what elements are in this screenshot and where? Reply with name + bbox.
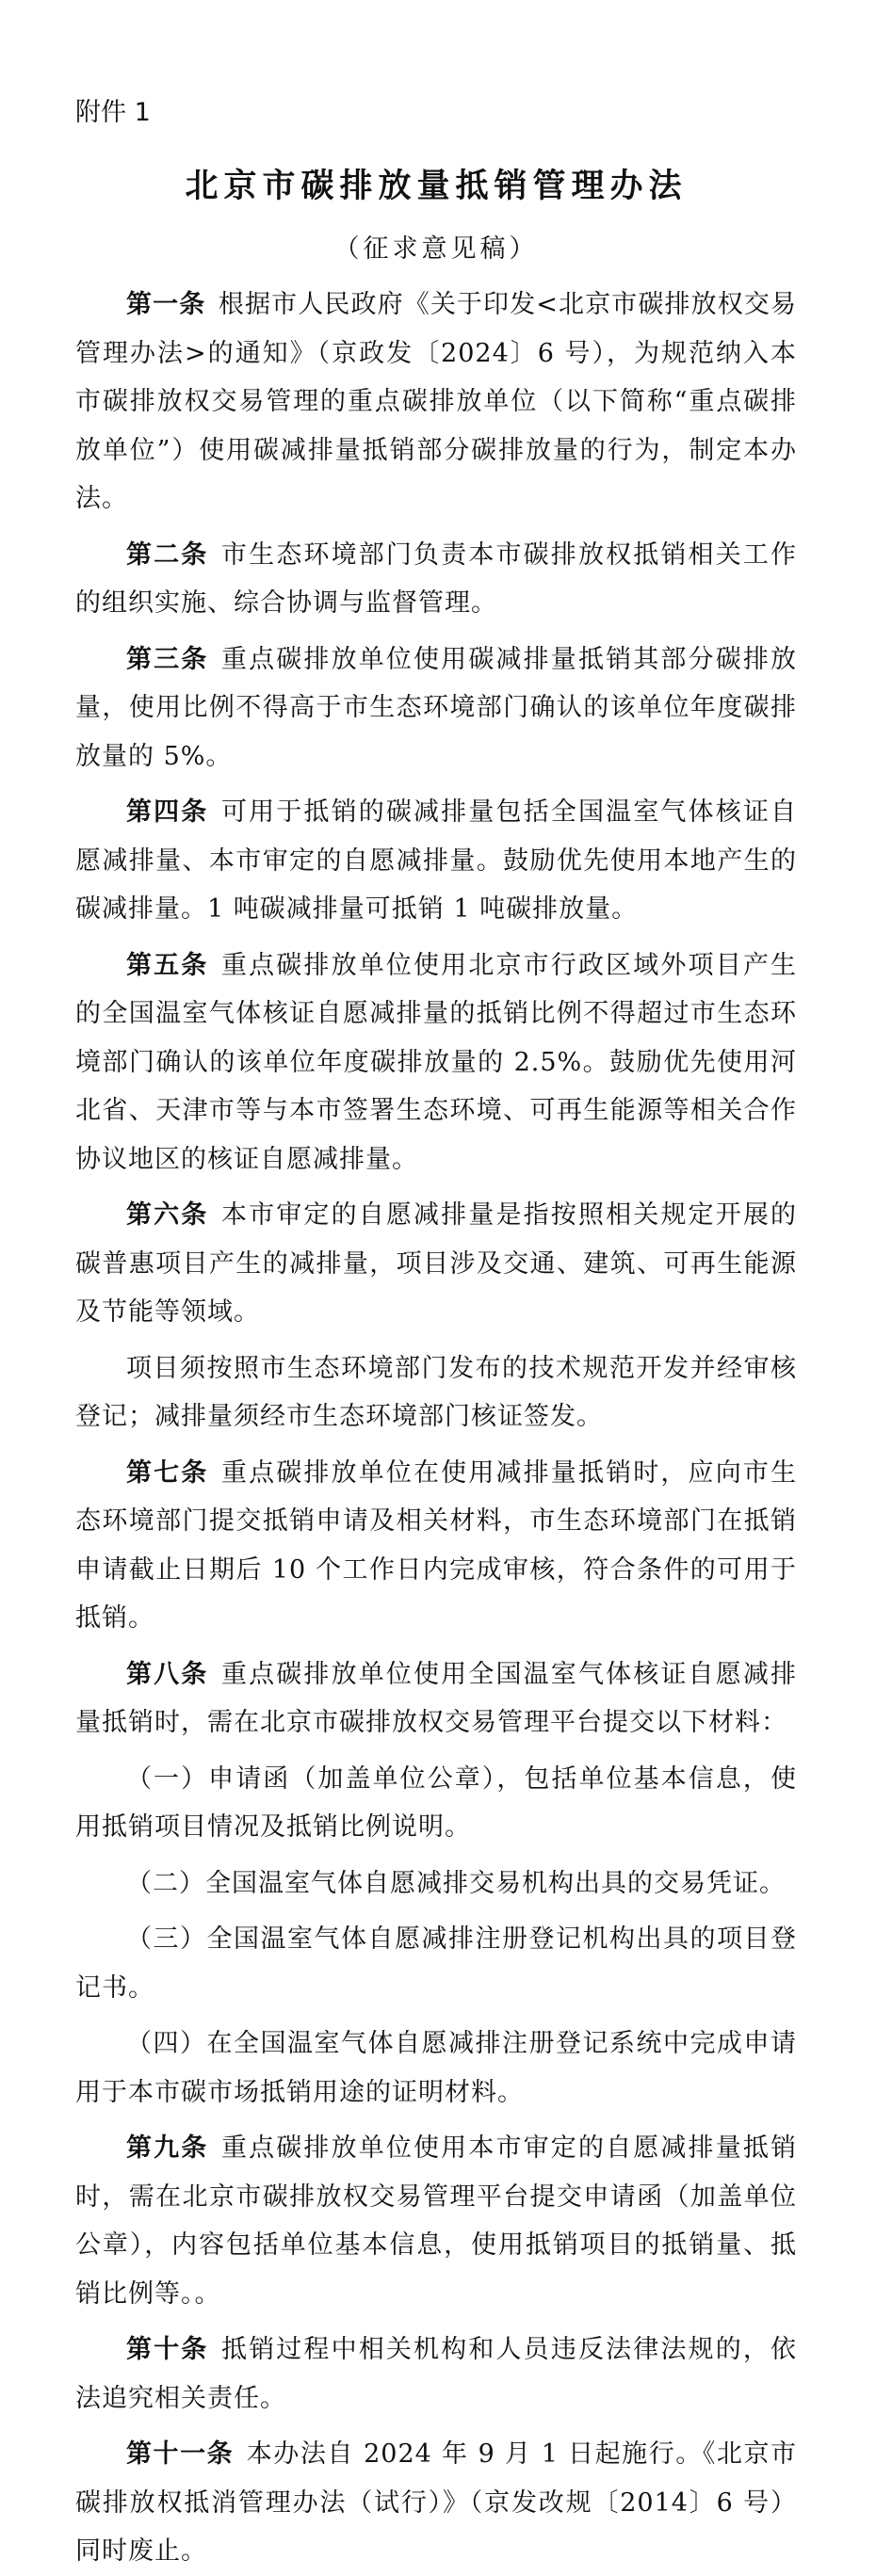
article-8 <box>75 1650 797 1747</box>
article-label: 第八条 <box>126 1659 209 1689</box>
article-label: 第十条 <box>126 2335 209 2364</box>
document-subtitle: （征求意见稿） <box>333 234 539 264</box>
document-title: 北京市碳排放量抵销管理办法 <box>185 168 688 205</box>
article-text: 重点碳排放单位使用北京市行政区域外项目产生的全国温室气体核证自愿减排量的抵销比例不得超过市生态环境部门确认的该单位年度碳排放量的 2.5%。鼓励优先使用河北省、天津市等与本市签署生态环境、可再生能源等相关合作协议地区的核证自愿减排量。 <box>75 950 798 1174</box>
article-text: 根据市人民政府《关于印发<北京市碳排放权交易管理办法>的通知》（京政发〔2024〕6 号），为规范纳入本市碳排放权交易管理的重点碳排放单位（以下简称“重点碳排放单位”）使用碳减排量抵销部分碳排放量的行为，制定本办法。 <box>75 290 797 513</box>
article-11 <box>75 2430 797 2576</box>
article-label: 第一条 <box>126 290 206 319</box>
article-9 <box>75 2124 797 2318</box>
article-text: 市生态环境部门负责本市碳排放权抵销相关工作的组织实施、综合协调与监督管理。 <box>75 539 798 618</box>
list-item: （二）全国温室气体自愿减排交易机构出具的交易凭证。 <box>126 1868 786 1898</box>
article-label: 第二条 <box>126 539 209 570</box>
article-6 <box>75 1191 797 1337</box>
article-label: 第九条 <box>126 2133 209 2163</box>
list-item: （一）申请函（加盖单位公章），包括单位基本信息，使用抵销项目情况及抵销比例说明。 <box>75 1763 797 1842</box>
article-label: 第十一条 <box>126 2439 235 2469</box>
article-2 <box>75 531 797 628</box>
article-text: 重点碳排放单位在使用减排量抵销时，应向市生态环境部门提交抵销申请及相关材料，市生态环境部门在抵销申请截止日期后 10 个工作日内完成审核，符合条件的可用于抵销。 <box>75 1457 798 1633</box>
article-6-continued <box>75 1344 797 1441</box>
article-label: 第四条 <box>126 797 209 827</box>
article-label: 第五条 <box>126 950 209 980</box>
article-10 <box>75 2326 797 2423</box>
article-text: 重点碳排放单位使用本市审定的自愿减排量抵销时，需在北京市碳排放权交易管理平台提交申请函（加盖单位公章），内容包括单位基本信息，使用抵销项目的抵销量、抵销比例等。。 <box>75 2133 798 2309</box>
list-item: （三）全国温室气体自愿减排注册登记机构出具的项目登记书。 <box>75 1924 797 2003</box>
article-text: 重点碳排放单位使用碳减排量抵销其部分碳排放量，使用比例不得高于市生态环境部门确认的该单位年度碳排放量的 5%。 <box>75 644 798 771</box>
article-label: 第三条 <box>126 644 209 674</box>
article-text: 抵销过程中相关机构和人员违反法律法规的，依法追究相关责任。 <box>75 2335 798 2413</box>
article-text: 本市审定的自愿减排量是指按照相关规定开展的碳普惠项目产生的减排量，项目涉及交通、建筑、可再生能源及节能等领域。 <box>75 1200 798 1327</box>
article-text: 可用于抵销的碳减排量包括全国温室气体核证自愿减排量、本市审定的自愿减排量。鼓励优先使用本地产生的碳减排量。1 吨碳减排量可抵销 1 吨碳排放量。 <box>75 797 798 924</box>
article-4 <box>75 788 797 934</box>
article-text: 本办法自 2024 年 9 月 1 日起施行。《北京市碳排放权抵消管理办法（试行）》（京发改规〔2014〕6 号）同时废止。 <box>75 2439 797 2566</box>
attachment-label: 附件 1 <box>75 98 151 127</box>
article-7 <box>75 1449 797 1643</box>
article-text: 重点碳排放单位使用全国温室气体核证自愿减排量抵销时，需在北京市碳排放权交易管理平台提交以下材料： <box>75 1659 798 1737</box>
article-3 <box>75 636 797 781</box>
article-5 <box>75 942 797 1184</box>
article-1 <box>75 281 797 523</box>
list-item: （四）在全国温室气体自愿减排注册登记系统中完成申请用于本市碳市场抵销用途的证明材料。 <box>75 2029 797 2107</box>
article-label: 第六条 <box>126 1200 209 1230</box>
article-text: 项目须按照市生态环境部门发布的技术规范开发并经审核登记；减排量须经市生态环境部门核证签发。 <box>75 1353 797 1431</box>
article-label: 第七条 <box>126 1457 209 1488</box>
